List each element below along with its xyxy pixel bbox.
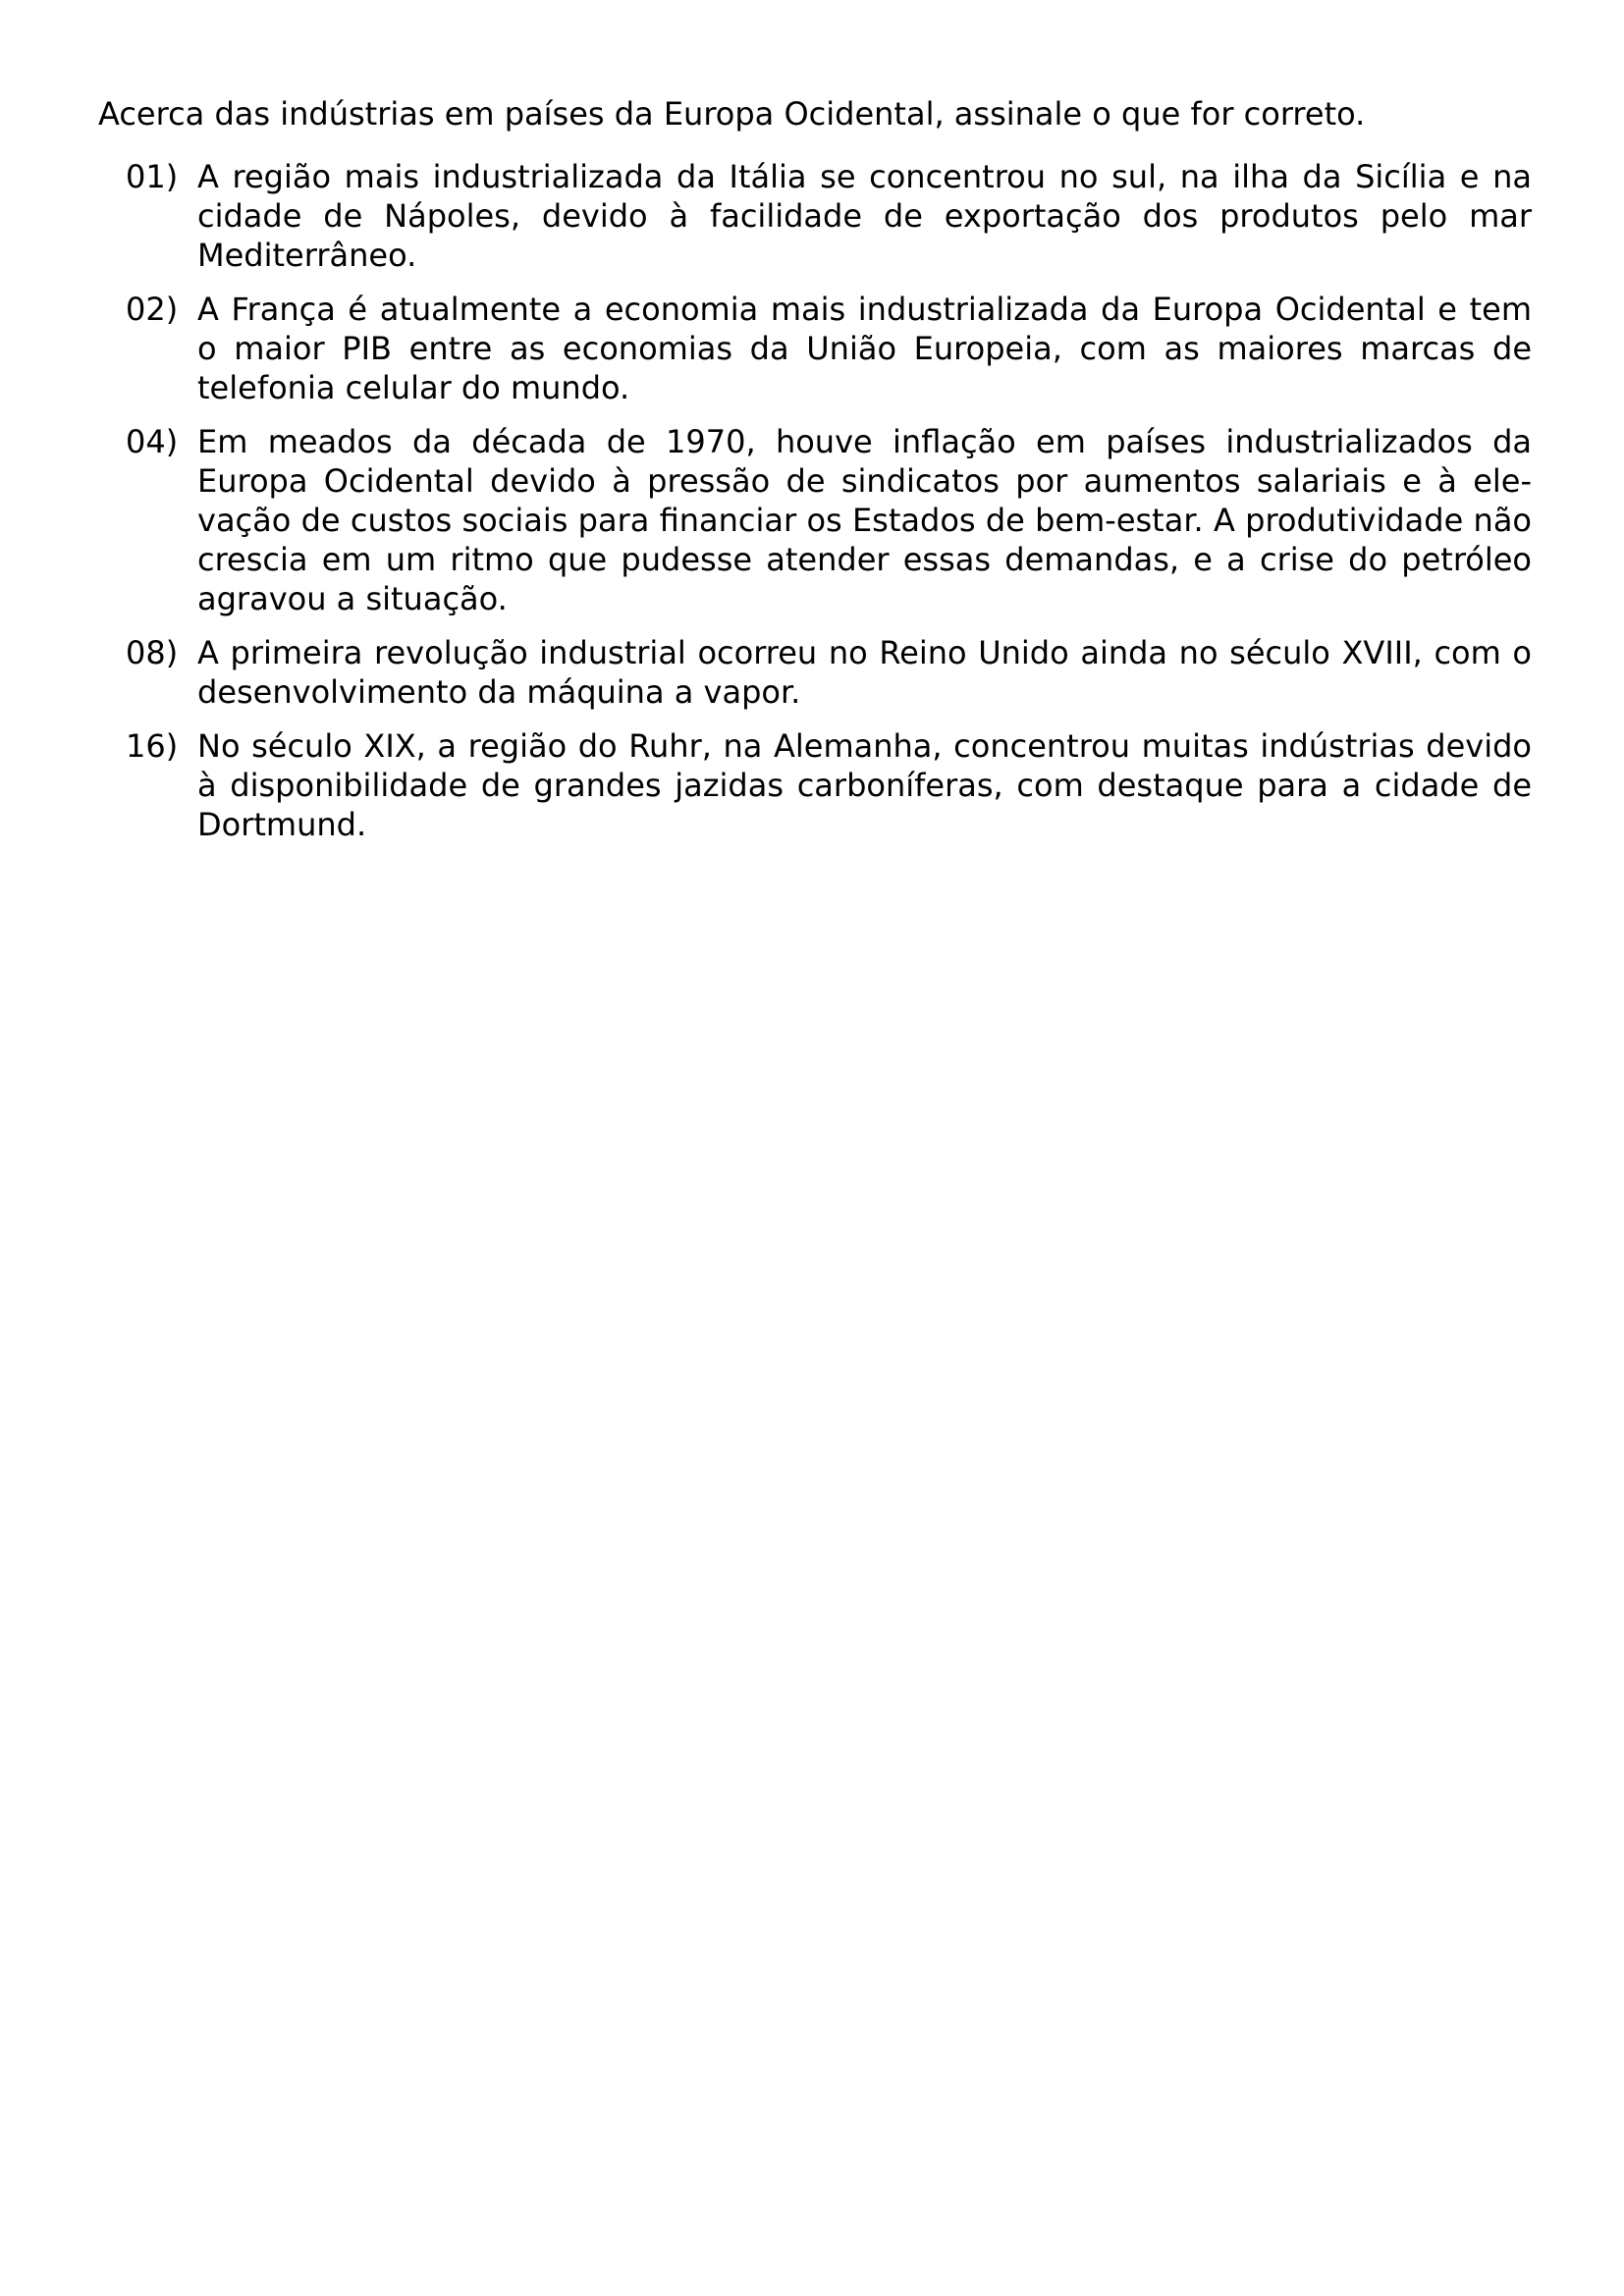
question-block — [98, 94, 1532, 859]
option-16 — [98, 726, 1532, 844]
option-number: 04) — [126, 423, 179, 460]
option-number: 01) — [126, 158, 179, 195]
option-02 — [98, 290, 1532, 407]
option-01 — [98, 157, 1532, 275]
option-number: 02) — [126, 291, 179, 328]
option-number: 08) — [126, 634, 179, 671]
option-text: A primeira revolução industrial ocorreu no Reino Unido ainda no século XVIII, com o desenvolvimento da máquina a vapor. — [197, 634, 1532, 711]
option-list — [98, 157, 1532, 844]
option-text: A região mais industrializada da Itália se concentrou no sul, na ilha da Sicília e na cidade de Nápoles, devido à facilidade de exportação dos produtos pelo mar Mediterrâneo. — [197, 158, 1532, 274]
option-text: Em meados da década de 1970, houve inflação em países industrializados da Europa Ocidental devido à pressão de sindicatos por aumentos salariais e à elevação de custos sociais para financiar os Estados de bem-estar. A produtividade não crescia em um ritmo que pudesse atender essas demandas, e a crise do petróleo agravou a situação. — [197, 423, 1532, 617]
option-08 — [98, 633, 1532, 712]
question-prompt: Acerca das indústrias em países da Europa Ocidental, assinale o que for correto. — [98, 95, 1366, 133]
option-text: A França é atualmente a economia mais industrializada da Europa Ocidental e tem o maior PIB entre as economias da União Europeia, com as maiores marcas de telefonia celular do mundo. — [197, 291, 1532, 406]
option-04 — [98, 422, 1532, 618]
option-number: 16) — [126, 727, 179, 765]
option-text: No século XIX, a região do Ruhr, na Alemanha, concentrou muitas indústrias devido à disponibilidade de grandes jazidas carboníferas, com destaque para a cidade de Dortmund. — [197, 727, 1532, 843]
